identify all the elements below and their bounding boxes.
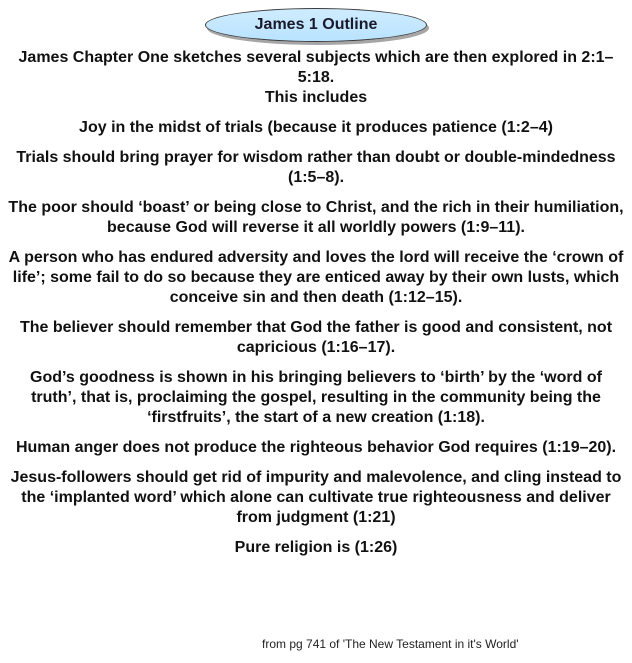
title-oval: [205, 8, 427, 42]
outline-point-8: Jesus-followers should get rid of impurity and malevolence, and cling instead to the ‘implanted word’ which alone can cultivate true righteousness and deliver from judgment (1:21): [10, 469, 622, 526]
outline-content: [6, 48, 626, 558]
outline-point-3: The poor should ‘boast’ or being close to Christ, and the rich in their humiliation, because God will reverse it all worldly powers (1:9–11).: [8, 199, 624, 236]
intro-text: James Chapter One sketches several subjects which are then explored in 2:1–5:18.: [18, 49, 614, 86]
outline-point-5: The believer should remember that God the father is good and consistent, not capricious (1:16–17).: [19, 319, 613, 356]
title-container: [0, 8, 632, 42]
outline-point-6: God’s goodness is shown in his bringing believers to ‘birth’ by the ‘word of truth’, that is, proclaiming the gospel, resulting in the community being the ‘firstfruits’, the start of a new creation (1:18).: [30, 369, 602, 426]
intro-subtext: This includes: [264, 89, 368, 106]
outline-point-7: Human anger does not produce the righteous behavior God requires (1:19–20).: [15, 439, 617, 456]
outline-point-9: Pure religion is (1:26): [234, 539, 398, 556]
page-title: James 1 Outline: [254, 16, 378, 33]
outline-point-1: Joy in the midst of trials (because it produces patience (1:2–4): [79, 119, 553, 136]
outline-point-2: Trials should bring prayer for wisdom rather than doubt or double-mindedness (1:5–8).: [16, 149, 616, 186]
outline-point-4: A person who has endured adversity and loves the lord will receive the ‘crown of life’; some fail to do so because they are enticed away by their own lusts, which conceive sin and then death (1:12–15).: [8, 249, 624, 306]
source-citation: from pg 741 of 'The New Testament in it's World': [262, 637, 519, 651]
